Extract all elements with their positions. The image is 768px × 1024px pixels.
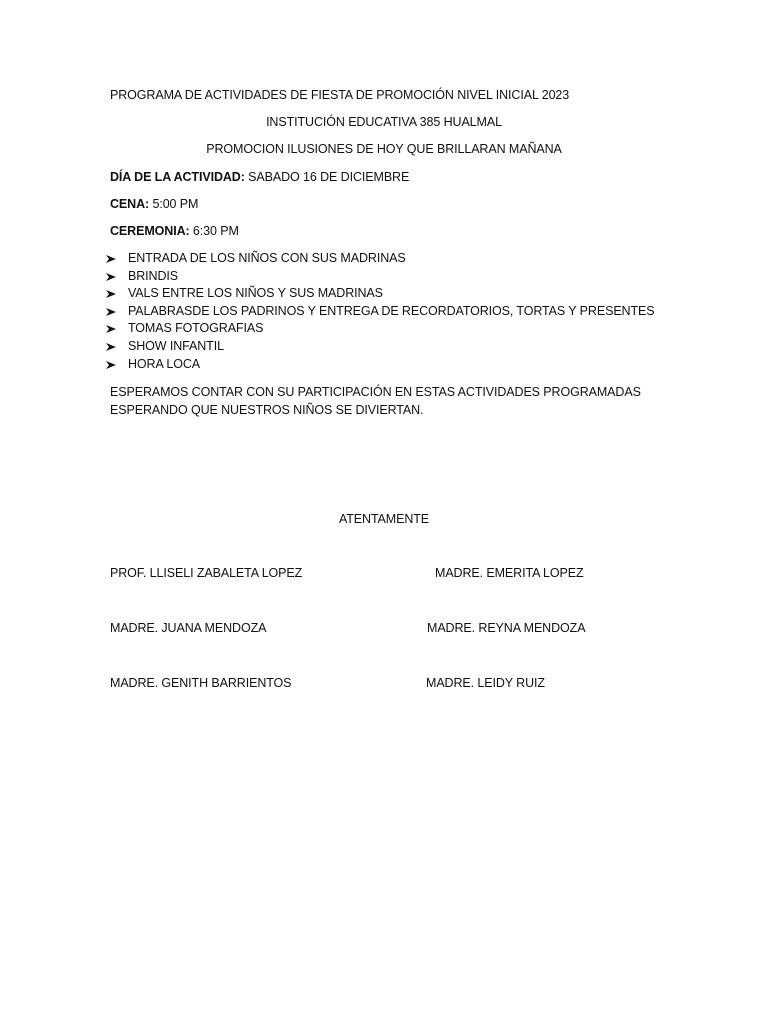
- activity-text: ENTRADA DE LOS NIÑOS CON SUS MADRINAS: [128, 251, 406, 265]
- list-item: [106, 285, 655, 303]
- list-item: [106, 250, 655, 268]
- signatory-left-2: MADRE. JUANA MENDOZA: [110, 621, 267, 635]
- activity-list: [106, 250, 655, 373]
- arrow-bullet-icon: [106, 255, 116, 263]
- list-item: [106, 356, 655, 374]
- activity-text: VALS ENTRE LOS NIÑOS Y SUS MADRINAS: [128, 286, 383, 301]
- list-item: [106, 303, 655, 321]
- arrow-bullet-icon: [106, 273, 116, 281]
- list-item: [106, 338, 655, 356]
- arrow-bullet-icon: [106, 325, 116, 333]
- dinner-time: [110, 196, 198, 212]
- list-item: [106, 268, 655, 286]
- activity-day: [110, 169, 409, 185]
- closing-line-1: ESPERAMOS CONTAR CON SU PARTICIPACIÓN EN ESTAS ACTIVIDADES PROGRAMADAS: [110, 385, 641, 399]
- activity-text: HORA LOCA: [128, 356, 201, 371]
- promotion-name: PROMOCION ILUSIONES DE HOY QUE BRILLARAN MAÑANA: [206, 142, 562, 156]
- dinner-value: 5:00 PM: [149, 197, 199, 211]
- closing-line-2: ESPERANDO QUE NUESTROS NIÑOS SE DIVIERTAN.: [110, 403, 424, 417]
- arrow-bullet-icon: [106, 290, 116, 298]
- arrow-bullet-icon: [106, 361, 116, 369]
- arrow-bullet-icon: [106, 308, 116, 316]
- signatory-right-1: MADRE. EMERITA LOPEZ: [435, 566, 584, 580]
- ceremony-label: CEREMONIA:: [110, 224, 190, 238]
- document-title: PROGRAMA DE ACTIVIDADES DE FIESTA DE PROMOCIÓN NIVEL INICIAL 2023: [110, 88, 570, 102]
- activity-text: SHOW INFANTIL: [128, 338, 224, 353]
- activity-day-label: DÍA DE LA ACTIVIDAD:: [110, 170, 245, 184]
- signatory-right-3: MADRE. LEIDY RUIZ: [426, 676, 545, 690]
- closing-paragraph: [110, 383, 670, 419]
- ceremony-time: [110, 223, 239, 239]
- institution-name: INSTITUCIÓN EDUCATIVA 385 HUALMAL: [266, 115, 502, 129]
- signatory-right-2: MADRE. REYNA MENDOZA: [427, 621, 586, 635]
- activity-text: TOMAS FOTOGRAFIAS: [128, 321, 264, 336]
- activity-text: PALABRASDE LOS PADRINOS Y ENTREGA DE RECORDATORIOS, TORTAS Y PRESENTES: [128, 303, 655, 318]
- ceremony-value: 6:30 PM: [189, 224, 239, 238]
- dinner-label: CENA:: [110, 197, 150, 211]
- activity-day-value: SABADO 16 DE DICIEMBRE: [244, 170, 410, 184]
- signatory-left-1: PROF. LLISELI ZABALETA LOPEZ: [110, 566, 303, 580]
- arrow-bullet-icon: [106, 343, 116, 351]
- signatory-left-3: MADRE. GENITH BARRIENTOS: [110, 676, 292, 690]
- salutation: ATENTAMENTE: [338, 512, 430, 526]
- list-item: [106, 320, 655, 338]
- activity-text: BRINDIS: [128, 268, 179, 283]
